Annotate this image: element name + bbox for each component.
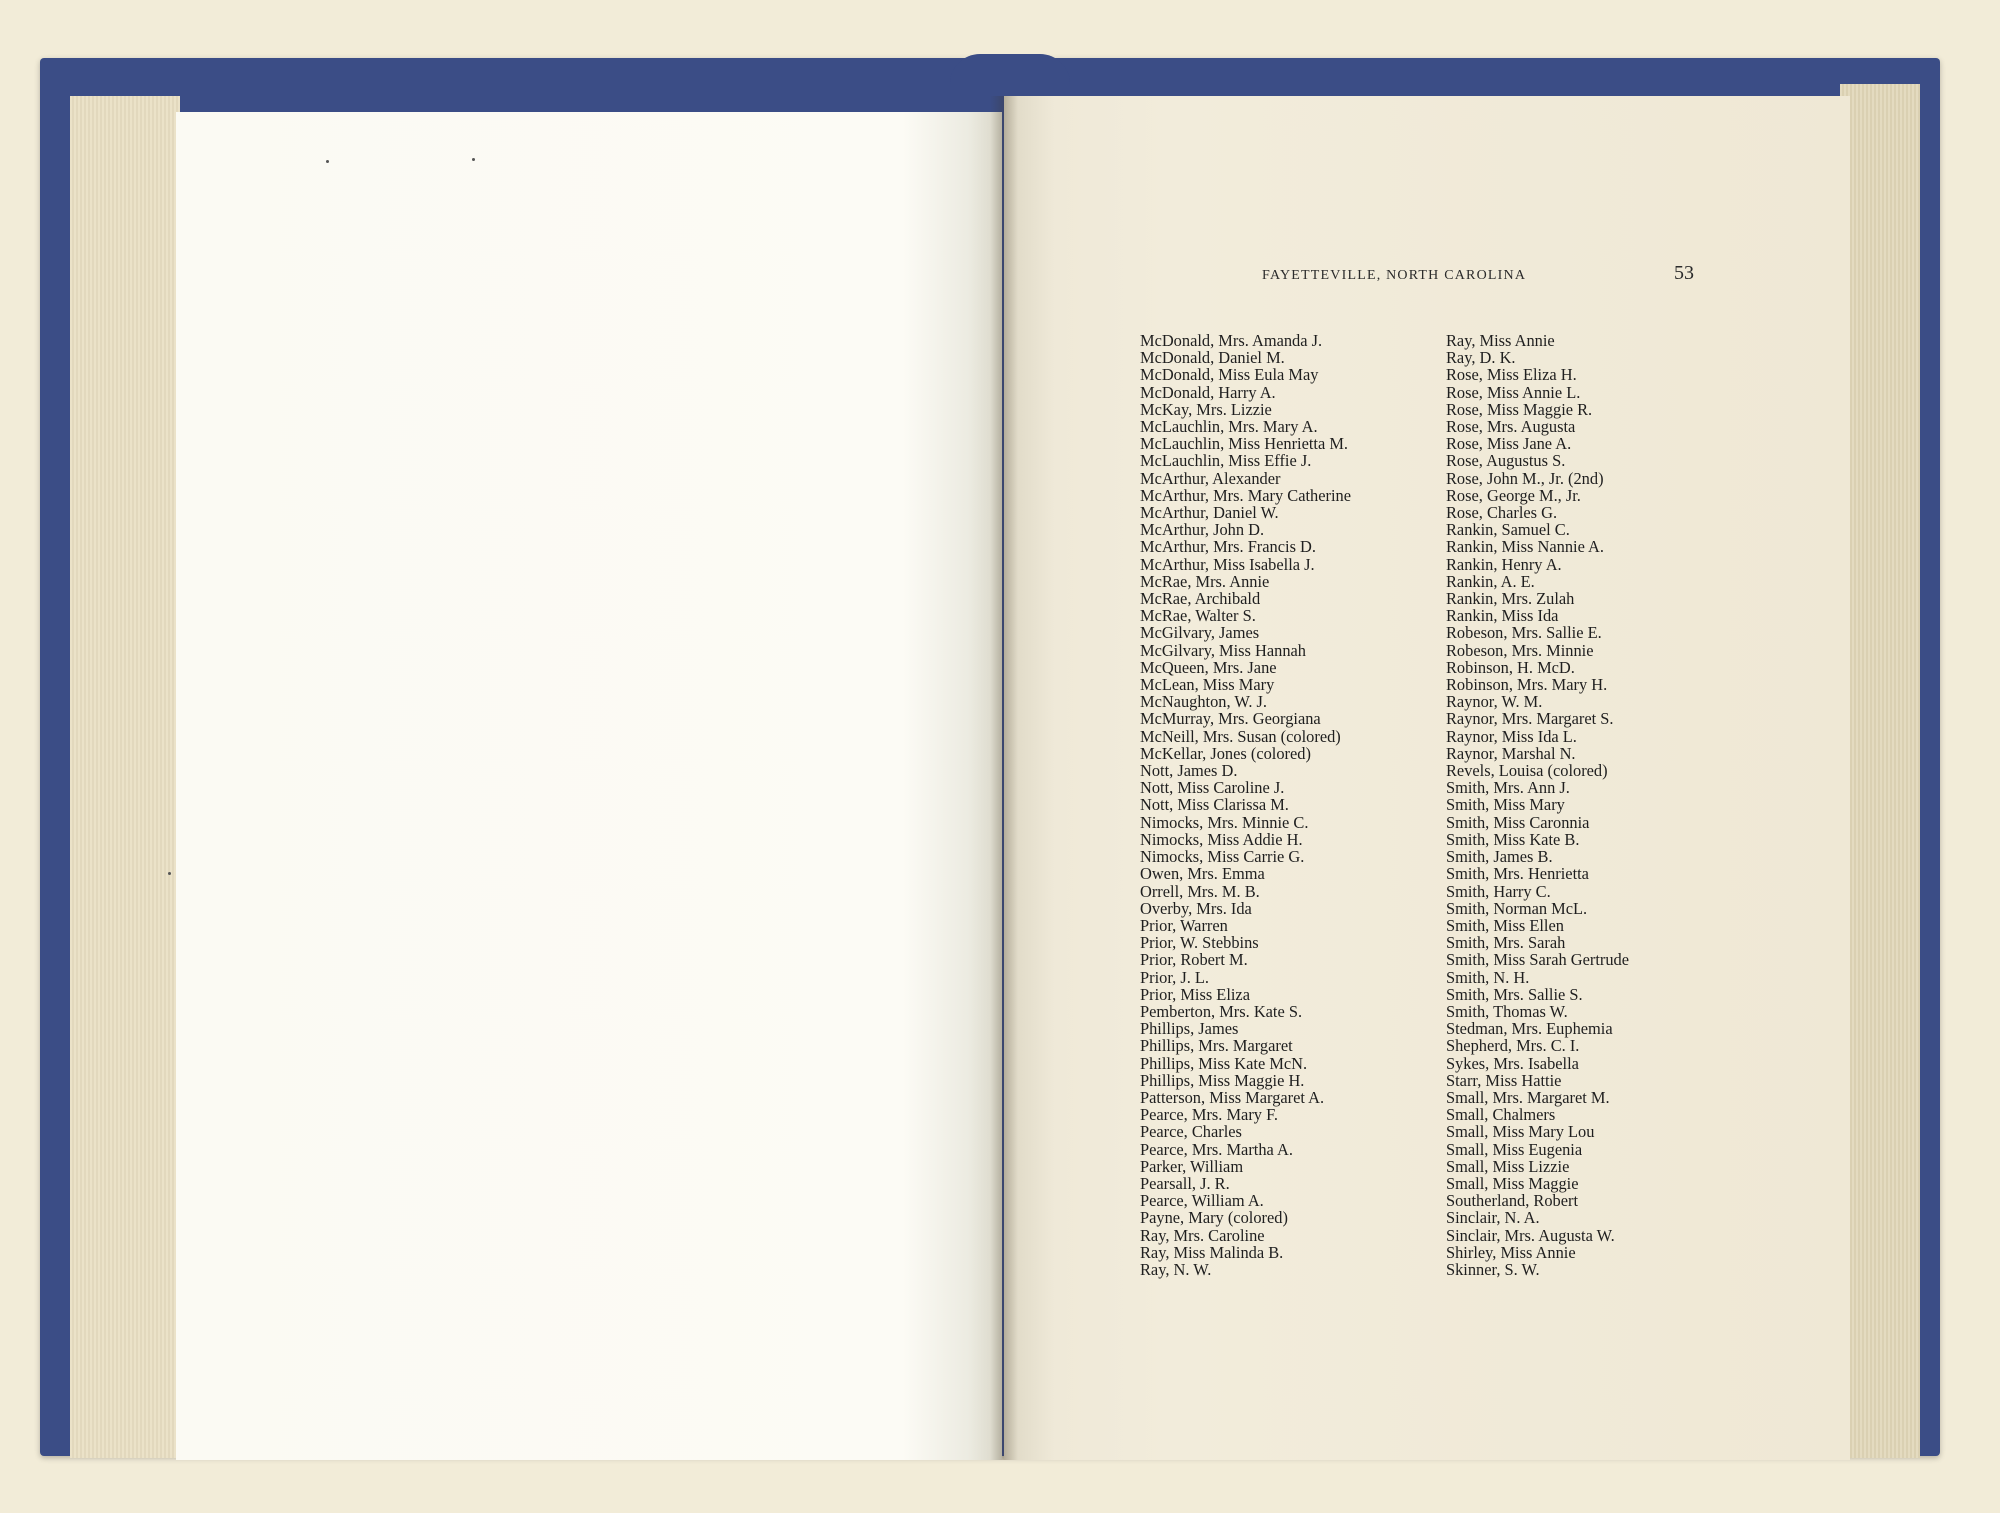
- name-entry: Smith, Thomas W.: [1446, 1001, 1568, 1021]
- name-entry: McNeill, Mrs. Susan (colored): [1140, 726, 1341, 746]
- name-entry: Rankin, Mrs. Zulah: [1446, 589, 1575, 609]
- name-entry: Raynor, Marshal N.: [1446, 743, 1576, 763]
- name-entry: Shepherd, Mrs. C. I.: [1446, 1036, 1580, 1056]
- name-entry: Pearce, William A.: [1140, 1191, 1264, 1211]
- name-entry: Rankin, Miss Nannie A.: [1446, 537, 1604, 557]
- name-entry: Smith, Miss Mary: [1446, 795, 1565, 815]
- name-entry: Rose, Charles G.: [1446, 503, 1558, 523]
- name-entry: Orrell, Mrs. M. B.: [1140, 881, 1260, 901]
- name-entry: Rose, John M., Jr. (2nd): [1446, 468, 1604, 488]
- name-entry: McArthur, Miss Isabella J.: [1140, 554, 1315, 574]
- name-entry: Small, Miss Maggie: [1446, 1173, 1579, 1193]
- paper-speck: [326, 160, 329, 163]
- name-entry: Smith, Miss Kate B.: [1446, 829, 1580, 849]
- name-entry: McDonald, Harry A.: [1140, 382, 1276, 402]
- name-entry: Small, Miss Eugenia: [1446, 1139, 1583, 1159]
- name-entry: Patterson, Miss Margaret A.: [1140, 1087, 1325, 1107]
- name-entry: McNaughton, W. J.: [1140, 692, 1268, 712]
- name-entry: Overby, Mrs. Ida: [1140, 898, 1252, 918]
- left-page-blank: [176, 112, 1002, 1460]
- name-entry: Rose, Augustus S.: [1446, 451, 1566, 471]
- name-entry: Pearsall, J. R.: [1140, 1173, 1230, 1193]
- name-entry: Smith, James B.: [1446, 847, 1553, 867]
- name-entry: Small, Chalmers: [1446, 1105, 1556, 1125]
- name-entry: Sinclair, N. A.: [1446, 1208, 1540, 1228]
- name-list-right-column: [1446, 332, 1629, 1278]
- name-entry: Rose, Miss Jane A.: [1446, 434, 1572, 454]
- name-entry: Rose, George M., Jr.: [1446, 485, 1581, 505]
- name-entry: Smith, Miss Sarah Gertrude: [1446, 950, 1630, 970]
- name-entry: Owen, Mrs. Emma: [1140, 864, 1265, 884]
- name-entry: Smith, Harry C.: [1446, 881, 1551, 901]
- name-entry: McRae, Mrs. Annie: [1140, 571, 1270, 591]
- name-entry: Revels, Louisa (colored): [1446, 761, 1608, 781]
- name-entry: Prior, J. L.: [1140, 967, 1210, 987]
- name-entry: McLauchlin, Miss Henrietta M.: [1140, 434, 1349, 454]
- name-entry: Smith, Miss Ellen: [1446, 915, 1564, 935]
- name-entry: Phillips, James: [1140, 1019, 1239, 1039]
- name-entry: Rose, Miss Eliza H.: [1446, 365, 1577, 385]
- name-entry: Nimocks, Mrs. Minnie C.: [1140, 812, 1309, 832]
- name-entry: Payne, Mary (colored): [1140, 1208, 1288, 1228]
- name-entry: Rose, Miss Maggie R.: [1446, 399, 1593, 419]
- name-entry: Southerland, Robert: [1446, 1191, 1579, 1211]
- page-number: 53: [1674, 262, 1694, 284]
- name-entry: Smith, Mrs. Henrietta: [1446, 864, 1589, 884]
- name-entry: Nott, Miss Caroline J.: [1140, 778, 1285, 798]
- name-entry: McGilvary, Miss Hannah: [1140, 640, 1307, 660]
- name-entry: Small, Miss Lizzie: [1446, 1156, 1570, 1176]
- name-entry: Prior, Warren: [1140, 915, 1228, 935]
- name-entry: Smith, N. H.: [1446, 967, 1530, 987]
- name-entry: Robinson, H. McD.: [1446, 657, 1575, 677]
- name-entry: Pearce, Mrs. Martha A.: [1140, 1139, 1293, 1159]
- right-page: [1004, 96, 1850, 1460]
- name-entry: McDonald, Daniel M.: [1140, 348, 1285, 368]
- name-entry: McArthur, Mrs. Francis D.: [1140, 537, 1316, 557]
- name-entry: Stedman, Mrs. Euphemia: [1446, 1019, 1613, 1039]
- book-spine: [950, 54, 1070, 98]
- name-entry: McArthur, Daniel W.: [1140, 503, 1279, 523]
- name-entry: Rankin, Samuel C.: [1446, 520, 1570, 540]
- name-entry: McArthur, Mrs. Mary Catherine: [1140, 485, 1352, 505]
- running-head: FAYETTEVILLE, NORTH CAROLINA: [1262, 268, 1527, 283]
- name-entry: Rankin, Miss Ida: [1446, 606, 1559, 626]
- name-entry: Pemberton, Mrs. Kate S.: [1140, 1001, 1303, 1021]
- name-entry: McKellar, Jones (colored): [1140, 743, 1311, 763]
- name-entry: Smith, Miss Caronnia: [1446, 812, 1590, 832]
- left-page-edges: [70, 96, 180, 1458]
- name-entry: McLauchlin, Miss Effie J.: [1140, 451, 1312, 471]
- name-list-left-column: [1140, 332, 1351, 1278]
- name-entry: Prior, W. Stebbins: [1140, 933, 1259, 953]
- name-entry: McLean, Miss Mary: [1140, 675, 1275, 695]
- name-entry: Phillips, Miss Maggie H.: [1140, 1070, 1305, 1090]
- name-entry: Robeson, Mrs. Sallie E.: [1446, 623, 1602, 643]
- name-entry: Rankin, Henry A.: [1446, 554, 1562, 574]
- name-entry: Prior, Robert M.: [1140, 950, 1248, 970]
- name-entry: Raynor, W. M.: [1446, 692, 1543, 712]
- name-entry: Smith, Mrs. Ann J.: [1446, 778, 1570, 798]
- name-entry: McQueen, Mrs. Jane: [1140, 657, 1277, 677]
- name-entry: McRae, Walter S.: [1140, 606, 1256, 626]
- name-entry: Skinner, S. W.: [1446, 1259, 1540, 1279]
- name-entry: Smith, Mrs. Sarah: [1446, 933, 1566, 953]
- name-entry: Pearce, Mrs. Mary F.: [1140, 1105, 1278, 1125]
- paper-speck: [472, 158, 475, 161]
- name-entry: McArthur, John D.: [1140, 520, 1265, 540]
- name-entry: Phillips, Miss Kate McN.: [1140, 1053, 1308, 1073]
- name-entry: Shirley, Miss Annie: [1446, 1242, 1576, 1262]
- name-entry: Nott, Miss Clarissa M.: [1140, 795, 1289, 815]
- name-entry: Prior, Miss Eliza: [1140, 984, 1250, 1004]
- name-entry: Smith, Norman McL.: [1446, 898, 1588, 918]
- name-entry: Smith, Mrs. Sallie S.: [1446, 984, 1583, 1004]
- name-entry: McMurray, Mrs. Georgiana: [1140, 709, 1321, 729]
- name-entry: McGilvary, James: [1140, 623, 1260, 643]
- name-entry: Rankin, A. E.: [1446, 571, 1535, 591]
- name-entry: Ray, Miss Malinda B.: [1140, 1242, 1284, 1262]
- name-entry: Nott, James D.: [1140, 761, 1238, 781]
- right-page-edges: [1840, 84, 1920, 1458]
- name-entry: McArthur, Alexander: [1140, 468, 1281, 488]
- name-entry: Sykes, Mrs. Isabella: [1446, 1053, 1579, 1073]
- name-entry: Rose, Mrs. Augusta: [1446, 417, 1576, 437]
- name-entry: Starr, Miss Hattie: [1446, 1070, 1562, 1090]
- name-entry: Ray, D. K.: [1446, 348, 1516, 368]
- name-entry: Nimocks, Miss Carrie G.: [1140, 847, 1305, 867]
- name-entry: McRae, Archibald: [1140, 589, 1261, 609]
- paper-speck: [168, 872, 171, 875]
- name-entry: Raynor, Miss Ida L.: [1446, 726, 1577, 746]
- name-entry: McDonald, Mrs. Amanda J.: [1140, 331, 1323, 350]
- name-entry: Ray, Miss Annie: [1446, 331, 1555, 350]
- name-entry: Robinson, Mrs. Mary H.: [1446, 675, 1608, 695]
- name-entry: Raynor, Mrs. Margaret S.: [1446, 709, 1614, 729]
- name-entry: McDonald, Miss Eula May: [1140, 365, 1319, 385]
- name-entry: Phillips, Mrs. Margaret: [1140, 1036, 1293, 1056]
- name-entry: McLauchlin, Mrs. Mary A.: [1140, 417, 1318, 437]
- name-entry: Small, Miss Mary Lou: [1446, 1122, 1595, 1142]
- name-entry: Parker, William: [1140, 1156, 1244, 1176]
- name-entry: Small, Mrs. Margaret M.: [1446, 1087, 1610, 1107]
- gutter-shadow: [990, 96, 1018, 1460]
- name-entry: Ray, Mrs. Caroline: [1140, 1225, 1265, 1245]
- name-entry: Sinclair, Mrs. Augusta W.: [1446, 1225, 1615, 1245]
- name-entry: Ray, N. W.: [1140, 1259, 1212, 1279]
- name-entry: Robeson, Mrs. Minnie: [1446, 640, 1594, 660]
- name-entry: Nimocks, Miss Addie H.: [1140, 829, 1303, 849]
- name-entry: Rose, Miss Annie L.: [1446, 382, 1581, 402]
- name-entry: Pearce, Charles: [1140, 1122, 1242, 1142]
- name-entry: McKay, Mrs. Lizzie: [1140, 399, 1272, 419]
